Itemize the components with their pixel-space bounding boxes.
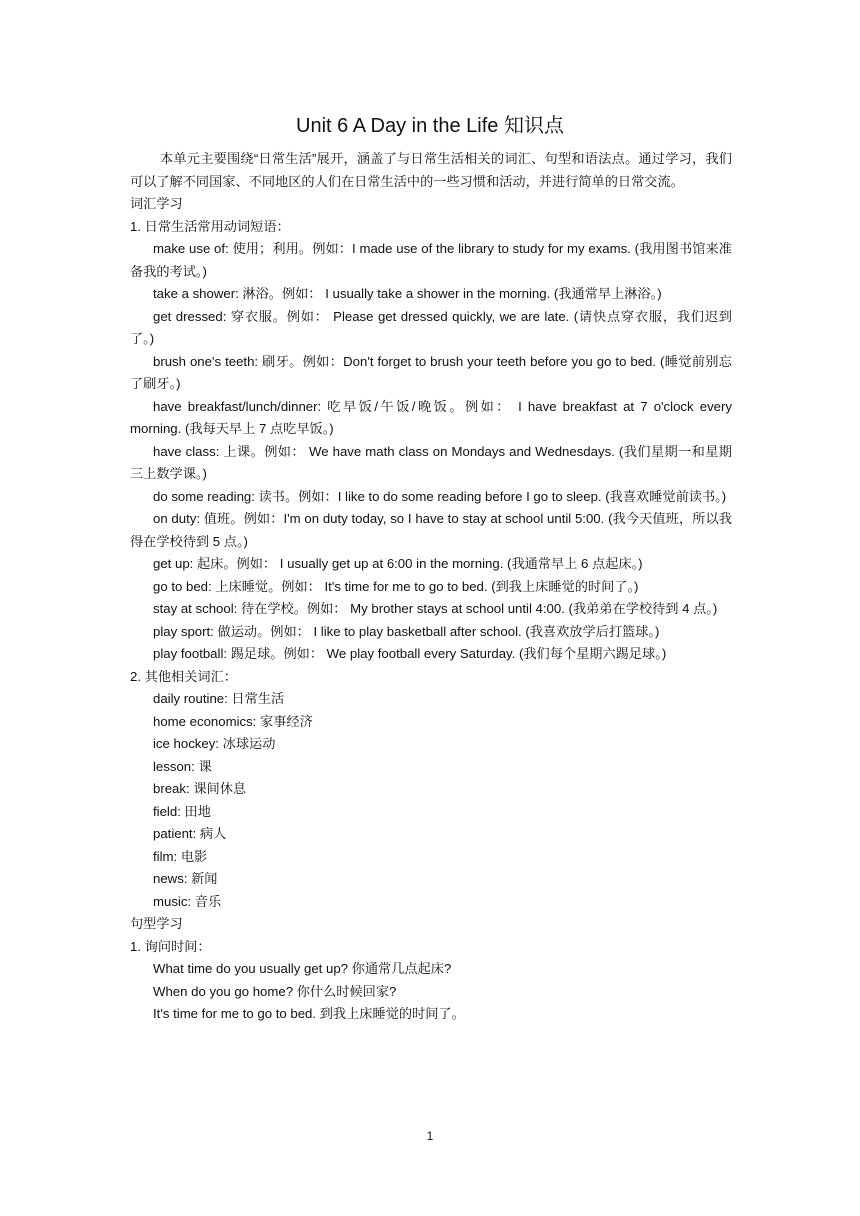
list-item: It's time for me to go to bed. 到我上床睡觉的时间了。 [153, 1006, 465, 1021]
list-item: field: 田地 [153, 803, 211, 819]
list-item: play sport: 做运动。例如： I like to play basketball after school. (我喜欢放学后打篮球。) [153, 623, 660, 639]
list-item: brush one's teeth: 刷牙。例如：Don't forget to brush your teeth before you go to bed. (睡觉前别忘了刷牙。) [130, 353, 732, 391]
list-item: get up: 起床。例如： I usually get up at 6:00 in the morning. (我通常早上 6 点起床。) [153, 556, 643, 571]
ask-time-title: 1. 询问时间： [130, 938, 211, 954]
list-item: take a shower: 淋浴。例如： I usually take a shower in the morning. (我通常早上淋浴。) [153, 286, 662, 301]
list-item: break: 课间休息 [153, 781, 247, 796]
other-words-list [130, 688, 732, 913]
list-item: music: 音乐 [153, 893, 222, 909]
list-item: home economics: 家事经济 [153, 713, 313, 729]
list-item: get dressed: 穿衣服。例如： Please get dressed quickly, we are late. (请快点穿衣服，我们迟到了。) [130, 308, 732, 346]
list-item: go to bed: 上床睡觉。例如： It's time for me to go to bed. (到我上床睡觉的时间了。) [153, 578, 639, 594]
list-item: patient: 病人 [153, 826, 227, 841]
list-item: film: 电影 [153, 848, 208, 864]
document-title: Unit 6 A Day in the Life 知识点 [296, 115, 564, 137]
list-item: news: 新闻 [153, 871, 218, 886]
list-item: When do you go home? 你什么时候回家? [153, 983, 397, 999]
page-number: 1 [426, 1129, 434, 1143]
list-item: make use of: 使用；利用。例如：I made use of the library to study for my exams. (我用图书馆来准备我的考试。) [130, 241, 732, 279]
list-item: What time do you usually get up? 你通常几点起床? [153, 961, 452, 976]
list-item: on duty: 值班。例如：I'm on duty today, so I have to stay at school until 5:00. (我今天值班，所以我得在学校待到 5 点。) [130, 511, 732, 549]
list-item: daily routine: 日常生活 [153, 691, 285, 706]
vocab-heading: 词汇学习 [130, 196, 183, 211]
list-item: ice hockey: 冰球运动 [153, 736, 276, 751]
other-words-title: 2. 其他相关词汇： [130, 668, 237, 684]
list-item: stay at school: 待在学校。例如： My brother stays at school until 4:00. (我弟弟在学校待到 4 点。) [153, 601, 718, 616]
list-item: have class: 上课。例如： We have math class on Mondays and Wednesdays. (我们星期一和星期三上数学课。) [130, 443, 732, 481]
document-body [130, 148, 732, 1026]
list-item: have breakfast/lunch/dinner: 吃早饭/午饭/晚饭。例如： I have breakfast at 7 o'clock every morning. (我每天早上 7 点吃早饭。) [130, 398, 732, 436]
ask-time-list [130, 958, 732, 1026]
phrase-list [130, 238, 732, 666]
intro-paragraph: 本单元主要围绕“日常生活”展开，涵盖了与日常生活相关的词汇、句型和语法点。通过学习，我们可以了解不同国家、不同地区的人们在日常生活中的一些习惯和活动，并进行简单的日常交流。 [130, 151, 732, 189]
list-item: do some reading: 读书。例如：I like to do some reading before I go to sleep. (我喜欢睡觉前读书。) [153, 488, 727, 504]
sentence-heading: 句型学习 [130, 916, 183, 931]
phrases-title: 1. 日常生活常用动词短语： [130, 218, 290, 234]
list-item: play football: 踢足球。例如： We play football every Saturday. (我们每个星期六踢足球。) [153, 646, 667, 661]
list-item: lesson: 课 [153, 758, 212, 774]
